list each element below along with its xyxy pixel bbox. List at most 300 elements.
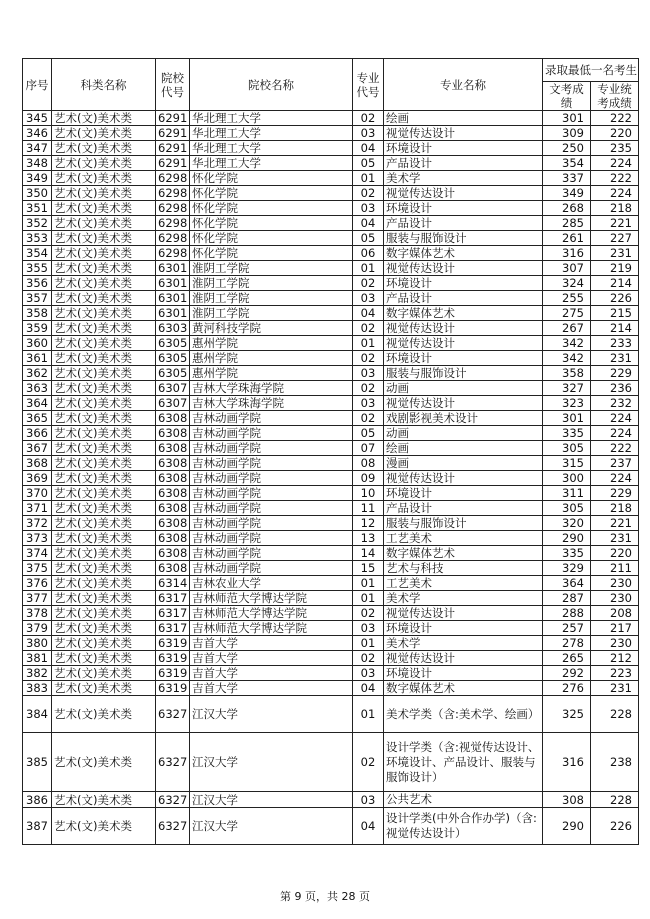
cell-pro-score: 230 xyxy=(591,636,639,651)
cell-culture-score: 327 xyxy=(543,381,591,396)
cell-major-code: 03 xyxy=(353,291,384,306)
cell-culture-score: 325 xyxy=(543,696,591,733)
cell-pro-score: 218 xyxy=(591,501,639,516)
cell-category: 艺术(文)美术类 xyxy=(52,141,156,156)
cell-seq: 371 xyxy=(23,501,52,516)
cell-pro-score: 235 xyxy=(591,141,639,156)
cell-category: 艺术(文)美术类 xyxy=(52,396,156,411)
cell-major-name: 产品设计 xyxy=(384,501,543,516)
cell-major-name: 数字媒体艺术 xyxy=(384,246,543,261)
cell-major-code: 04 xyxy=(353,681,384,696)
cell-culture-score: 329 xyxy=(543,561,591,576)
cell-pro-score: 218 xyxy=(591,201,639,216)
table-row xyxy=(23,426,639,441)
cell-major-name: 视觉传达设计 xyxy=(384,321,543,336)
cell-school-name: 华北理工大学 xyxy=(190,111,353,126)
cell-culture-score: 308 xyxy=(543,792,591,808)
cell-pro-score: 224 xyxy=(591,471,639,486)
cell-seq: 369 xyxy=(23,471,52,486)
cell-seq: 347 xyxy=(23,141,52,156)
cell-major-code: 03 xyxy=(353,366,384,381)
cell-category: 艺术(文)美术类 xyxy=(52,471,156,486)
cell-culture-score: 300 xyxy=(543,471,591,486)
table-row xyxy=(23,808,639,845)
cell-major-name: 绘画 xyxy=(384,441,543,456)
cell-major-name: 绘画 xyxy=(384,111,543,126)
cell-pro-score: 224 xyxy=(591,186,639,201)
cell-pro-score: 230 xyxy=(591,591,639,606)
cell-category: 艺术(文)美术类 xyxy=(52,501,156,516)
cell-category: 艺术(文)美术类 xyxy=(52,531,156,546)
cell-school-name: 淮阴工学院 xyxy=(190,306,353,321)
cell-school-code: 6327 xyxy=(156,733,190,792)
cell-school-name: 淮阴工学院 xyxy=(190,261,353,276)
cell-culture-score: 250 xyxy=(543,141,591,156)
cell-school-name: 惠州学院 xyxy=(190,351,353,366)
cell-category: 艺术(文)美术类 xyxy=(52,591,156,606)
cell-major-code: 03 xyxy=(353,792,384,808)
cell-pro-score: 222 xyxy=(591,441,639,456)
cell-school-code: 6319 xyxy=(156,636,190,651)
cell-school-name: 怀化学院 xyxy=(190,201,353,216)
cell-major-name: 服装与服饰设计 xyxy=(384,516,543,531)
cell-school-name: 怀化学院 xyxy=(190,216,353,231)
cell-seq: 354 xyxy=(23,246,52,261)
cell-school-name: 江汉大学 xyxy=(190,792,353,808)
cell-category: 艺术(文)美术类 xyxy=(52,561,156,576)
cell-pro-score: 231 xyxy=(591,246,639,261)
cell-school-name: 吉林动画学院 xyxy=(190,456,353,471)
cell-school-name: 淮阴工学院 xyxy=(190,276,353,291)
cell-category: 艺术(文)美术类 xyxy=(52,306,156,321)
table-row xyxy=(23,696,639,733)
cell-school-code: 6308 xyxy=(156,531,190,546)
cell-category: 艺术(文)美术类 xyxy=(52,216,156,231)
table-row xyxy=(23,471,639,486)
cell-category: 艺术(文)美术类 xyxy=(52,486,156,501)
cell-pro-score: 212 xyxy=(591,651,639,666)
cell-school-code: 6327 xyxy=(156,792,190,808)
cell-pro-score: 231 xyxy=(591,351,639,366)
cell-major-name: 艺术与科技 xyxy=(384,561,543,576)
cell-major-name: 服装与服饰设计 xyxy=(384,366,543,381)
table-row xyxy=(23,606,639,621)
cell-major-code: 01 xyxy=(353,696,384,733)
cell-school-code: 6298 xyxy=(156,201,190,216)
cell-seq: 353 xyxy=(23,231,52,246)
cell-major-name: 美术学 xyxy=(384,171,543,186)
cell-school-name: 吉林动画学院 xyxy=(190,531,353,546)
cell-major-code: 04 xyxy=(353,808,384,845)
cell-pro-score: 220 xyxy=(591,546,639,561)
cell-pro-score: 231 xyxy=(591,531,639,546)
cell-major-code: 03 xyxy=(353,666,384,681)
cell-culture-score: 287 xyxy=(543,591,591,606)
table-row xyxy=(23,651,639,666)
cell-major-name: 视觉传达设计 xyxy=(384,261,543,276)
cell-major-name: 产品设计 xyxy=(384,156,543,171)
cell-seq: 357 xyxy=(23,291,52,306)
cell-pro-score: 214 xyxy=(591,276,639,291)
cell-seq: 362 xyxy=(23,366,52,381)
cell-pro-score: 224 xyxy=(591,426,639,441)
cell-school-code: 6308 xyxy=(156,471,190,486)
cell-major-name: 环境设计 xyxy=(384,666,543,681)
cell-school-code: 6308 xyxy=(156,561,190,576)
cell-school-name: 怀化学院 xyxy=(190,171,353,186)
cell-seq: 374 xyxy=(23,546,52,561)
cell-seq: 358 xyxy=(23,306,52,321)
cell-culture-score: 364 xyxy=(543,576,591,591)
cell-culture-score: 320 xyxy=(543,516,591,531)
cell-school-code: 6301 xyxy=(156,261,190,276)
table-row xyxy=(23,733,639,792)
header-major-code: 专业代号 xyxy=(353,59,384,111)
cell-culture-score: 301 xyxy=(543,111,591,126)
cell-seq: 352 xyxy=(23,216,52,231)
table-row xyxy=(23,276,639,291)
cell-major-name: 戏剧影视美术设计 xyxy=(384,411,543,426)
header-category: 科类名称 xyxy=(52,59,156,111)
table-row xyxy=(23,366,639,381)
cell-school-code: 6317 xyxy=(156,591,190,606)
cell-school-code: 6308 xyxy=(156,426,190,441)
header-pro-score: 专业统考成绩 xyxy=(591,82,639,111)
table-row xyxy=(23,126,639,141)
cell-pro-score: 226 xyxy=(591,291,639,306)
cell-culture-score: 275 xyxy=(543,306,591,321)
cell-pro-score: 215 xyxy=(591,306,639,321)
cell-school-name: 华北理工大学 xyxy=(190,156,353,171)
cell-category: 艺术(文)美术类 xyxy=(52,426,156,441)
cell-major-name: 漫画 xyxy=(384,456,543,471)
table-row xyxy=(23,336,639,351)
cell-school-name: 吉林师范大学博达学院 xyxy=(190,621,353,636)
cell-culture-score: 337 xyxy=(543,171,591,186)
cell-major-name: 产品设计 xyxy=(384,291,543,306)
cell-major-name: 服装与服饰设计 xyxy=(384,231,543,246)
cell-seq: 360 xyxy=(23,336,52,351)
cell-major-name: 视觉传达设计 xyxy=(384,606,543,621)
cell-seq: 384 xyxy=(23,696,52,733)
cell-major-name: 美术学 xyxy=(384,591,543,606)
cell-culture-score: 285 xyxy=(543,216,591,231)
cell-school-code: 6314 xyxy=(156,576,190,591)
cell-school-code: 6298 xyxy=(156,216,190,231)
cell-major-name: 视觉传达设计 xyxy=(384,186,543,201)
cell-pro-score: 224 xyxy=(591,411,639,426)
cell-seq: 385 xyxy=(23,733,52,792)
cell-pro-score: 238 xyxy=(591,733,639,792)
cell-school-name: 江汉大学 xyxy=(190,733,353,792)
cell-school-name: 吉首大学 xyxy=(190,636,353,651)
cell-culture-score: 301 xyxy=(543,411,591,426)
cell-pro-score: 208 xyxy=(591,606,639,621)
cell-school-name: 吉林师范大学博达学院 xyxy=(190,606,353,621)
cell-school-code: 6291 xyxy=(156,141,190,156)
cell-seq: 376 xyxy=(23,576,52,591)
cell-major-code: 11 xyxy=(353,501,384,516)
cell-category: 艺术(文)美术类 xyxy=(52,733,156,792)
cell-major-code: 01 xyxy=(353,591,384,606)
cell-pro-score: 214 xyxy=(591,321,639,336)
cell-seq: 375 xyxy=(23,561,52,576)
cell-major-code: 12 xyxy=(353,516,384,531)
table-row xyxy=(23,231,639,246)
cell-category: 艺术(文)美术类 xyxy=(52,231,156,246)
cell-culture-score: 278 xyxy=(543,636,591,651)
cell-school-name: 江汉大学 xyxy=(190,808,353,845)
cell-major-code: 09 xyxy=(353,471,384,486)
cell-category: 艺术(文)美术类 xyxy=(52,321,156,336)
cell-school-code: 6319 xyxy=(156,666,190,681)
cell-culture-score: 288 xyxy=(543,606,591,621)
table-row xyxy=(23,561,639,576)
cell-school-name: 淮阴工学院 xyxy=(190,291,353,306)
table-row xyxy=(23,591,639,606)
table-row xyxy=(23,261,639,276)
cell-culture-score: 276 xyxy=(543,681,591,696)
cell-seq: 387 xyxy=(23,808,52,845)
table-row xyxy=(23,201,639,216)
cell-category: 艺术(文)美术类 xyxy=(52,546,156,561)
cell-school-code: 6291 xyxy=(156,156,190,171)
cell-major-name: 环境设计 xyxy=(384,351,543,366)
table-row xyxy=(23,441,639,456)
cell-school-code: 6291 xyxy=(156,111,190,126)
cell-culture-score: 316 xyxy=(543,733,591,792)
cell-school-code: 6305 xyxy=(156,366,190,381)
cell-culture-score: 323 xyxy=(543,396,591,411)
cell-seq: 367 xyxy=(23,441,52,456)
table-row xyxy=(23,156,639,171)
table-row xyxy=(23,666,639,681)
cell-major-code: 02 xyxy=(353,733,384,792)
cell-major-name: 视觉传达设计 xyxy=(384,336,543,351)
cell-school-code: 6307 xyxy=(156,396,190,411)
cell-major-name: 设计学类(中外合作办学)（含:视觉传达设计） xyxy=(384,808,543,845)
cell-school-name: 吉林动画学院 xyxy=(190,516,353,531)
cell-category: 艺术(文)美术类 xyxy=(52,411,156,426)
cell-school-code: 6301 xyxy=(156,306,190,321)
table-row xyxy=(23,141,639,156)
table-row xyxy=(23,306,639,321)
cell-culture-score: 315 xyxy=(543,456,591,471)
table-row xyxy=(23,321,639,336)
cell-pro-score: 232 xyxy=(591,396,639,411)
cell-school-name: 吉林大学珠海学院 xyxy=(190,396,353,411)
cell-pro-score: 220 xyxy=(591,126,639,141)
cell-seq: 355 xyxy=(23,261,52,276)
cell-pro-score: 228 xyxy=(591,792,639,808)
cell-school-code: 6305 xyxy=(156,336,190,351)
cell-category: 艺术(文)美术类 xyxy=(52,381,156,396)
cell-pro-score: 230 xyxy=(591,576,639,591)
cell-school-name: 惠州学院 xyxy=(190,366,353,381)
header-major-name: 专业名称 xyxy=(384,59,543,111)
cell-major-code: 05 xyxy=(353,426,384,441)
cell-major-code: 04 xyxy=(353,306,384,321)
cell-school-name: 吉林大学珠海学院 xyxy=(190,381,353,396)
cell-culture-score: 307 xyxy=(543,261,591,276)
cell-culture-score: 265 xyxy=(543,651,591,666)
header-culture-score: 文考成绩 xyxy=(543,82,591,111)
table-row xyxy=(23,516,639,531)
cell-school-code: 6301 xyxy=(156,276,190,291)
cell-pro-score: 227 xyxy=(591,231,639,246)
table-row xyxy=(23,186,639,201)
cell-major-code: 08 xyxy=(353,456,384,471)
cell-pro-score: 219 xyxy=(591,261,639,276)
cell-category: 艺术(文)美术类 xyxy=(52,111,156,126)
cell-culture-score: 268 xyxy=(543,201,591,216)
cell-category: 艺术(文)美术类 xyxy=(52,636,156,651)
cell-school-code: 6303 xyxy=(156,321,190,336)
admission-table-document xyxy=(22,58,638,845)
cell-category: 艺术(文)美术类 xyxy=(52,276,156,291)
cell-school-name: 江汉大学 xyxy=(190,696,353,733)
cell-major-code: 03 xyxy=(353,126,384,141)
cell-major-code: 03 xyxy=(353,396,384,411)
cell-school-name: 吉林师范大学博达学院 xyxy=(190,591,353,606)
cell-major-code: 02 xyxy=(353,411,384,426)
header-min-score-group: 录取最低一名考生 xyxy=(543,59,639,82)
admission-table xyxy=(22,58,639,845)
cell-category: 艺术(文)美术类 xyxy=(52,186,156,201)
cell-school-name: 吉首大学 xyxy=(190,666,353,681)
cell-school-code: 6298 xyxy=(156,246,190,261)
cell-school-code: 6308 xyxy=(156,486,190,501)
cell-category: 艺术(文)美术类 xyxy=(52,456,156,471)
cell-pro-score: 221 xyxy=(591,516,639,531)
cell-category: 艺术(文)美术类 xyxy=(52,576,156,591)
cell-seq: 380 xyxy=(23,636,52,651)
cell-major-name: 工艺美术 xyxy=(384,531,543,546)
cell-major-code: 01 xyxy=(353,636,384,651)
cell-pro-score: 221 xyxy=(591,216,639,231)
cell-category: 艺术(文)美术类 xyxy=(52,681,156,696)
cell-school-code: 6298 xyxy=(156,186,190,201)
cell-seq: 348 xyxy=(23,156,52,171)
cell-school-name: 吉林动画学院 xyxy=(190,471,353,486)
cell-major-name: 工艺美术 xyxy=(384,576,543,591)
cell-major-code: 04 xyxy=(353,216,384,231)
cell-school-name: 吉林动画学院 xyxy=(190,501,353,516)
cell-major-name: 产品设计 xyxy=(384,216,543,231)
cell-category: 艺术(文)美术类 xyxy=(52,171,156,186)
cell-category: 艺术(文)美术类 xyxy=(52,666,156,681)
header-school-code: 院校代号 xyxy=(156,59,190,111)
cell-school-code: 6317 xyxy=(156,621,190,636)
cell-school-code: 6319 xyxy=(156,651,190,666)
cell-seq: 382 xyxy=(23,666,52,681)
cell-major-code: 02 xyxy=(353,351,384,366)
cell-category: 艺术(文)美术类 xyxy=(52,366,156,381)
cell-major-name: 视觉传达设计 xyxy=(384,396,543,411)
table-row xyxy=(23,351,639,366)
table-row xyxy=(23,501,639,516)
cell-category: 艺术(文)美术类 xyxy=(52,351,156,366)
table-body xyxy=(23,111,639,845)
cell-school-name: 吉林动画学院 xyxy=(190,411,353,426)
cell-school-name: 吉林动画学院 xyxy=(190,426,353,441)
table-row xyxy=(23,411,639,426)
cell-category: 艺术(文)美术类 xyxy=(52,651,156,666)
cell-major-code: 05 xyxy=(353,231,384,246)
cell-culture-score: 309 xyxy=(543,126,591,141)
cell-pro-score: 237 xyxy=(591,456,639,471)
cell-seq: 365 xyxy=(23,411,52,426)
cell-major-name: 动画 xyxy=(384,426,543,441)
cell-school-name: 惠州学院 xyxy=(190,336,353,351)
table-row xyxy=(23,531,639,546)
table-header xyxy=(23,59,639,111)
cell-school-name: 黄河科技学院 xyxy=(190,321,353,336)
cell-category: 艺术(文)美术类 xyxy=(52,621,156,636)
cell-seq: 373 xyxy=(23,531,52,546)
cell-category: 艺术(文)美术类 xyxy=(52,261,156,276)
cell-pro-score: 222 xyxy=(591,111,639,126)
cell-culture-score: 311 xyxy=(543,486,591,501)
cell-major-name: 美术学 xyxy=(384,636,543,651)
cell-culture-score: 354 xyxy=(543,156,591,171)
cell-culture-score: 290 xyxy=(543,531,591,546)
cell-major-code: 01 xyxy=(353,336,384,351)
cell-seq: 350 xyxy=(23,186,52,201)
cell-major-code: 01 xyxy=(353,171,384,186)
cell-category: 艺术(文)美术类 xyxy=(52,126,156,141)
cell-major-name: 美术学类（含:美术学、绘画） xyxy=(384,696,543,733)
cell-major-code: 03 xyxy=(353,621,384,636)
cell-major-code: 04 xyxy=(353,141,384,156)
header-seq: 序号 xyxy=(23,59,52,111)
cell-seq: 364 xyxy=(23,396,52,411)
cell-category: 艺术(文)美术类 xyxy=(52,792,156,808)
cell-major-code: 02 xyxy=(353,111,384,126)
cell-major-name: 环境设计 xyxy=(384,486,543,501)
cell-seq: 346 xyxy=(23,126,52,141)
cell-school-name: 吉林动画学院 xyxy=(190,486,353,501)
cell-seq: 363 xyxy=(23,381,52,396)
cell-culture-score: 290 xyxy=(543,808,591,845)
cell-major-name: 环境设计 xyxy=(384,141,543,156)
cell-school-name: 怀化学院 xyxy=(190,186,353,201)
cell-pro-score: 228 xyxy=(591,696,639,733)
table-row xyxy=(23,111,639,126)
cell-school-name: 吉林动画学院 xyxy=(190,561,353,576)
cell-pro-score: 229 xyxy=(591,366,639,381)
table-row xyxy=(23,546,639,561)
cell-school-code: 6308 xyxy=(156,516,190,531)
cell-culture-score: 358 xyxy=(543,366,591,381)
table-row xyxy=(23,291,639,306)
cell-major-name: 环境设计 xyxy=(384,621,543,636)
table-row xyxy=(23,216,639,231)
cell-school-name: 华北理工大学 xyxy=(190,141,353,156)
cell-major-code: 01 xyxy=(353,576,384,591)
cell-school-code: 6298 xyxy=(156,231,190,246)
cell-school-code: 6291 xyxy=(156,126,190,141)
cell-seq: 345 xyxy=(23,111,52,126)
cell-major-code: 13 xyxy=(353,531,384,546)
cell-major-code: 02 xyxy=(353,651,384,666)
cell-major-name: 环境设计 xyxy=(384,276,543,291)
cell-school-code: 6305 xyxy=(156,351,190,366)
cell-school-code: 6327 xyxy=(156,808,190,845)
cell-culture-score: 335 xyxy=(543,426,591,441)
cell-culture-score: 305 xyxy=(543,501,591,516)
cell-seq: 351 xyxy=(23,201,52,216)
